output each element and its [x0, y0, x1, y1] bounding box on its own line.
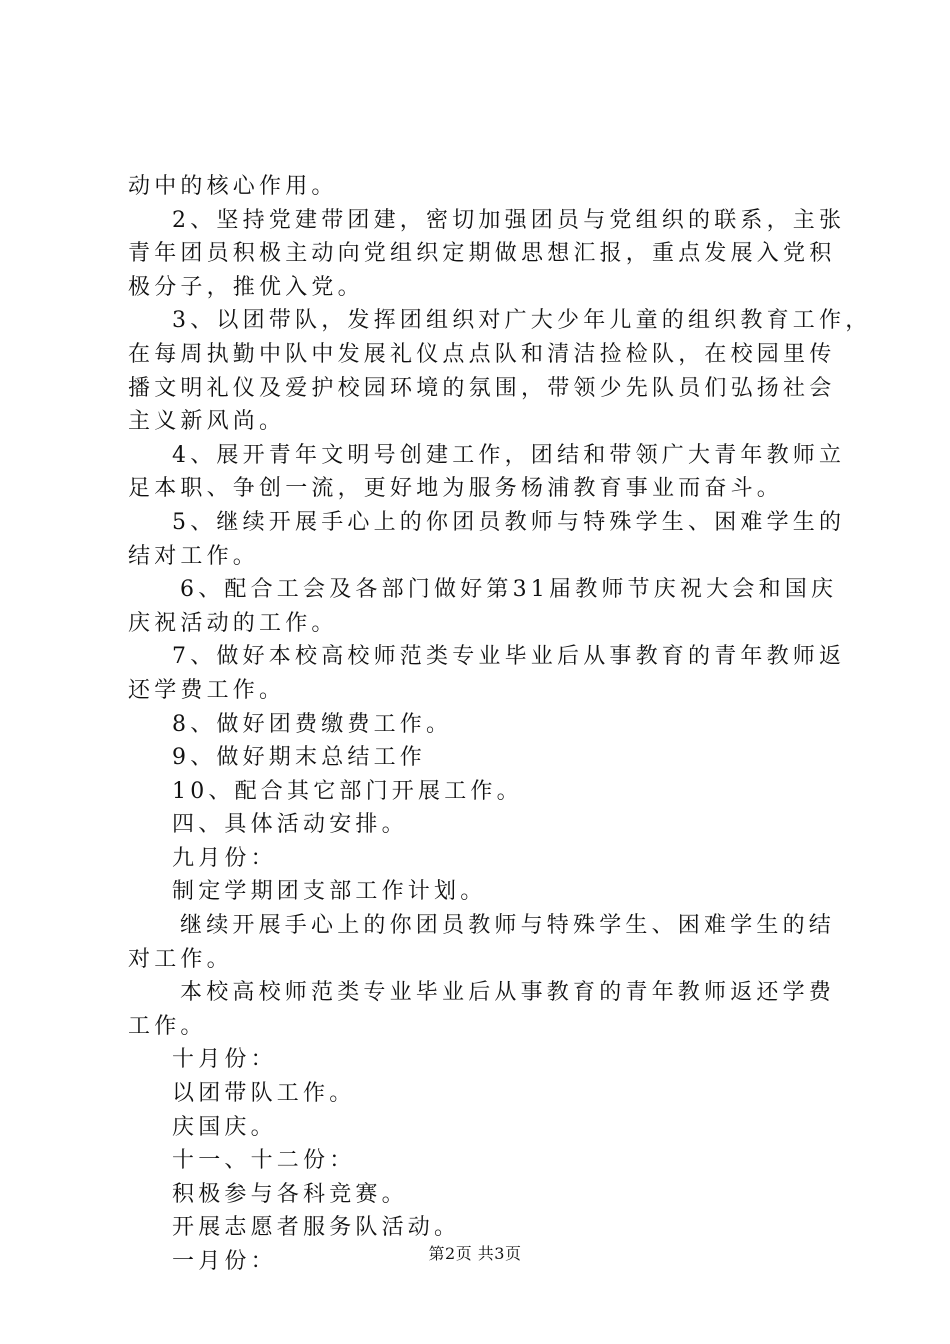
text-line: 5、继续开展手心上的你团员教师与特殊学生、困难学生的: [172, 509, 846, 535]
text-line: 四、具体活动安排。: [172, 812, 408, 838]
text-line: 3、以团带队，发挥团组织对广大少年儿童的组织教育工作，: [172, 308, 872, 334]
page-number: 第2页 共3页: [428, 1244, 522, 1263]
text-line: 本校高校师范类专业毕业后从事教育的青年教师返还学费: [180, 980, 836, 1006]
text-line: 十一、十二份：: [172, 1148, 356, 1174]
text-line: 主义新风尚。: [128, 409, 286, 435]
text-line: 开展志愿者服务队活动。: [172, 1215, 461, 1241]
text-line: 庆祝活动的工作。: [128, 610, 338, 636]
text-line: 在每周执勤中队中发展礼仪点点队和清洁捡检队，在校园里传: [128, 341, 836, 367]
text-line: 播文明礼仪及爱护校园环境的氛围，带领少先队员们弘扬社会: [128, 375, 836, 401]
text-line: 对工作。: [128, 946, 233, 972]
text-line: 2、坚持党建带团建，密切加强团员与党组织的联系，主张: [172, 207, 846, 233]
text-line: 6、配合工会及各部门做好第31届教师节庆祝大会和国庆: [180, 577, 838, 603]
text-line: 足本职、争创一流，更好地为服务杨浦教育事业而奋斗。: [128, 476, 784, 502]
text-line: 积极参与各科竞赛。: [172, 1181, 408, 1207]
text-line: 7、做好本校高校师范类专业毕业后从事教育的青年教师返: [172, 644, 846, 670]
text-line: 还学费工作。: [128, 677, 286, 703]
text-line: 4、展开青年文明号创建工作，团结和带领广大青年教师立: [172, 442, 846, 468]
text-line: 制定学期团支部工作计划。: [172, 879, 487, 905]
text-line: 一月份：: [172, 1249, 277, 1274]
text-line: 以团带队工作。: [172, 1081, 356, 1107]
text-line: 庆国庆。: [172, 1114, 277, 1140]
text-line: 工作。: [128, 1013, 207, 1039]
text-line: 继续开展手心上的你团员教师与特殊学生、困难学生的结: [180, 913, 836, 939]
text-line: 九月份：: [172, 845, 277, 871]
text-line: 结对工作。: [128, 543, 260, 569]
text-line: 十月份：: [172, 1047, 277, 1073]
text-line: 青年团员积极主动向党组织定期做思想汇报，重点发展入党积: [128, 241, 836, 267]
text-line: 10、配合其它部门开展工作。: [172, 778, 523, 804]
text-line: 9、做好期末总结工作: [172, 745, 426, 771]
text-line: 动中的核心作用。: [128, 174, 338, 199]
document-body: [128, 170, 872, 1279]
text-line: 8、做好团费缴费工作。: [172, 711, 453, 737]
text-line: 极分子，推优入党。: [128, 274, 364, 300]
